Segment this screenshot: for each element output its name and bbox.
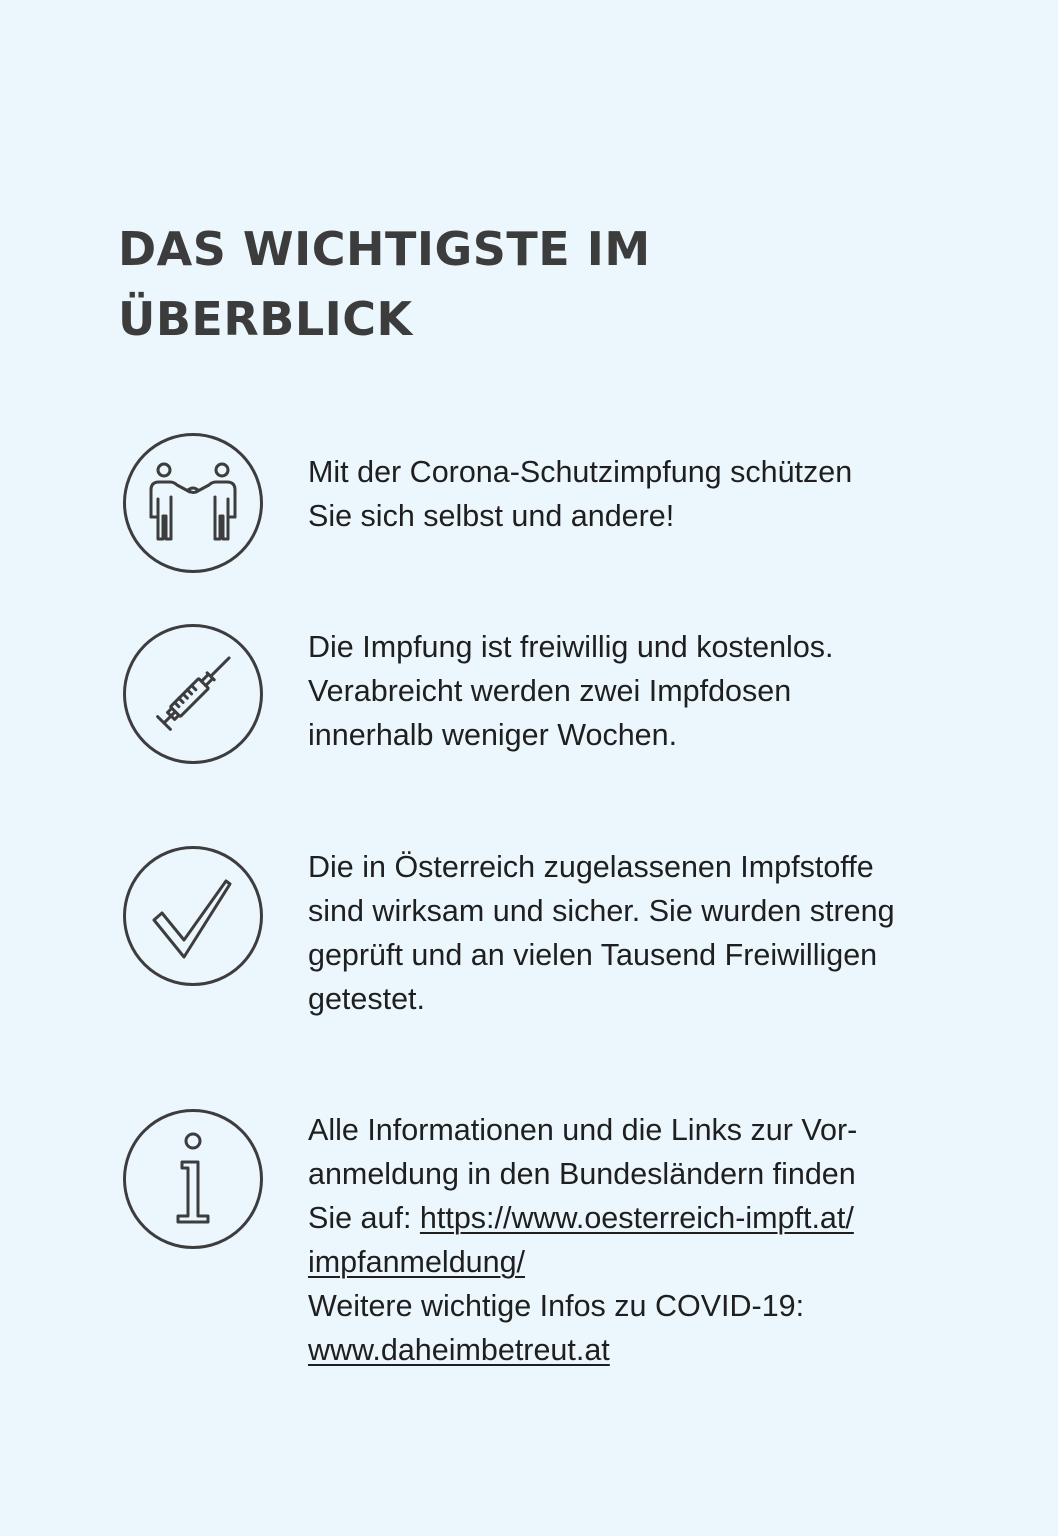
impfanmeldung-link[interactable]: https://www.oesterreich-impft.at/ — [419, 1201, 854, 1235]
info-item-protection-text: Mit der Corona-Schutzimpfung schützen Sie sich selbst und andere! — [308, 455, 853, 533]
info-item-safety-text: Die in Österreich zugelassenen Impfstoffe sind wirksam und sicher. Sie wurden streng geprüft und an vielen Tausend Freiwilligen getestet. — [308, 850, 895, 1016]
info-item-information-text: Alle Informationen und die Links zur Vor- anmeldung in den Bundesländern finden Sie auf: https://www.oesterreich-impft.at/ impfanmeldung/ Weitere wichtige Infos zu COVID-19: www.daheimbetreut.at — [308, 1113, 858, 1367]
info-item-vaccination-text: Die Impfung ist freiwillig und kostenlos. Verabreicht werden zwei Impfdosen innerhalb weniger Wochen. — [308, 630, 834, 752]
page-title — [118, 214, 818, 354]
page-title-line-2: ÜBERBLICK — [118, 292, 413, 346]
checkmark-icon — [122, 845, 264, 987]
people-holding-hands-icon — [122, 432, 264, 574]
info-icon — [122, 1108, 264, 1250]
impfanmeldung-link-continued[interactable]: impfanmeldung/ — [308, 1245, 526, 1279]
syringe-icon — [122, 623, 264, 765]
page-title-line-1: DAS WICHTIGSTE IM — [118, 222, 651, 276]
daheimbetreut-link[interactable]: www.daheimbetreut.at — [308, 1333, 610, 1367]
